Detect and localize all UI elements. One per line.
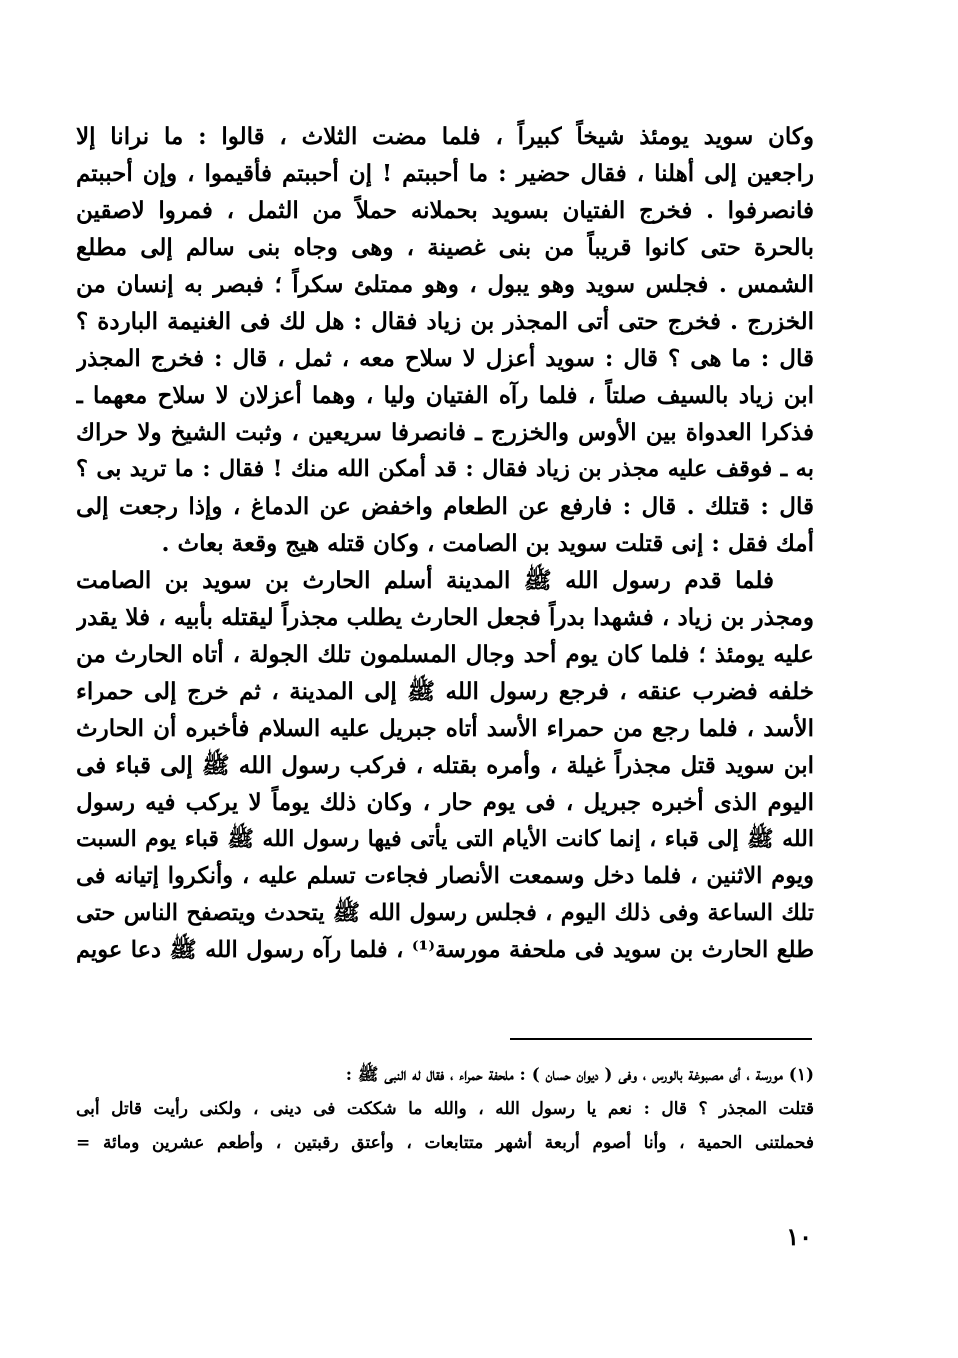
text-line: ابن سويد قتل مجذراً غيلة ، وأمره بقتله ، فركب رسول الله ﷺ إلى قباء فى bbox=[76, 752, 814, 779]
text-line: بالحرة حتى كانوا قريباً من بنى غصينة ، وهى وجاه بنى سالم إلى مطلع bbox=[76, 234, 814, 261]
text-line: ومجذر بن زياد ، فشهدا بدراً فجعل الحارث يطلب مجذراً ليقتله بأبيه ، فلا يقدر bbox=[76, 604, 814, 631]
text-line: به ـ فوقف عليه مجذر بن زياد فقال : قد أمكن الله منك ! فقال : ما تريد بى ؟ bbox=[76, 456, 814, 482]
text-line: راجعين إلى أهلنا ، فقال حضير : ما أحببتم ! إن أحببتم فأقيموا ، وإن أحببتم bbox=[76, 160, 814, 187]
text-line: خلفه فضرب عنقه ، فرجع رسول الله ﷺ إلى المدينة ، ثم خرج إلى حمراء bbox=[76, 678, 814, 705]
text-line: الخزرج . فخرج حتى أتى المجذر بن زياد فقال : هل لك فى الغنيمة الباردة ؟ bbox=[76, 308, 814, 335]
text-line: الله ﷺ إلى قباء ، إنما كانت الأيام التى يأتى فيها رسول الله ﷺ قباء يوم السبت bbox=[76, 826, 814, 852]
text-line: قال : قتلك . قال : فارفع عن الطعام واخفض عن الدماغ ، وإذا رجعت إلى bbox=[76, 493, 814, 520]
text-line: عليه يومئذ ؛ فلما كان يوم أحد وجال المسلمون تلك الجولة ، أتاه الحارث من bbox=[76, 641, 814, 668]
text-line: تلك الساعة وفى ذلك اليوم ، فجلس رسول الله ﷺ يتحدث ويتصفح الناس حتى bbox=[76, 900, 814, 926]
text-line: ويوم الاثنين ، فلما دخل وسمعت الأنصار فجاءت تسلم عليه ، وأنكروا إتيانه فى bbox=[76, 863, 814, 889]
footnote-line: (١) مورسة ، أى مصبوغة بالورس ، وفى ( ديوان حسان ) : ملحفة حمراء ، فقال له النبى ﷺ : bbox=[345, 1065, 814, 1085]
text-line: ابن زياد بالسيف صلتاً ، فلما رآه الفتيان وليا ، وهما أعزلان لا سلاح معهما ـ bbox=[76, 382, 814, 409]
text-line: طلع الحارث بن سويد فى ملحفة مورسة⁽¹⁾ ، فلما رآه رسول الله ﷺ دعا عويم bbox=[76, 937, 814, 963]
footnotes bbox=[76, 1058, 814, 1160]
footnote-separator bbox=[510, 1038, 812, 1040]
text-line: فذكرا العدواة بين الأوس والخزرج ـ فانصرفا سريعين ، وثبت الشيخ ولا حراك bbox=[76, 419, 814, 446]
text-line: الأسد ، فلما رجع من حمراء الأسد أتاه جبريل عليه السلام فأخبره أن الحارث bbox=[76, 715, 814, 742]
text-line: قال : ما هى ؟ قال : سويد أعزل لا سلاح معه ، ثمل ، قال : فخرج المجذر bbox=[76, 345, 814, 372]
text-line: الشمس . فجلس سويد وهو يبول ، وهو ممتلئ سكراً ؛ فبصر به إنسان من bbox=[76, 271, 814, 298]
text-line: فانصرفوا . فخرج الفتيان بسويد بحملانه حملاً من الثمل ، فمروا لاصقين bbox=[76, 197, 814, 224]
text-line: فلما قدم رسول الله ﷺ المدينة أسلم الحارث بن سويد بن الصامت bbox=[76, 567, 774, 594]
footnote-line: فحملتنى الحمية ، وأنا أصوم أربعة أشهر متتابعات ، وأعتق رقبتين ، وأطعم عشرين ومائة = bbox=[76, 1133, 814, 1153]
text-line: أمك فقل : إنى قتلت سويد بن الصامت ، وكان قتله هيج وقعة بعاث . bbox=[161, 530, 814, 557]
text-line: وكان سويد يومئذ شيخاً كبيراً ، فلما مضت الثلاث ، قالوا : ما نرانا إلا bbox=[76, 123, 814, 150]
text-line: اليوم الذى أخبره جبريل ، فى يوم حار ، وكان ذلك يوماً لا يركب فيه رسول bbox=[76, 789, 814, 816]
main-text bbox=[76, 118, 814, 969]
footnote-line: قتلت المجذر ؟ قال : نعم يا رسول الله ، والله ما شككت فى دينى ، ولكنى رأيت قاتل أبى bbox=[76, 1099, 814, 1119]
page-number: ١٠ bbox=[786, 1222, 812, 1251]
